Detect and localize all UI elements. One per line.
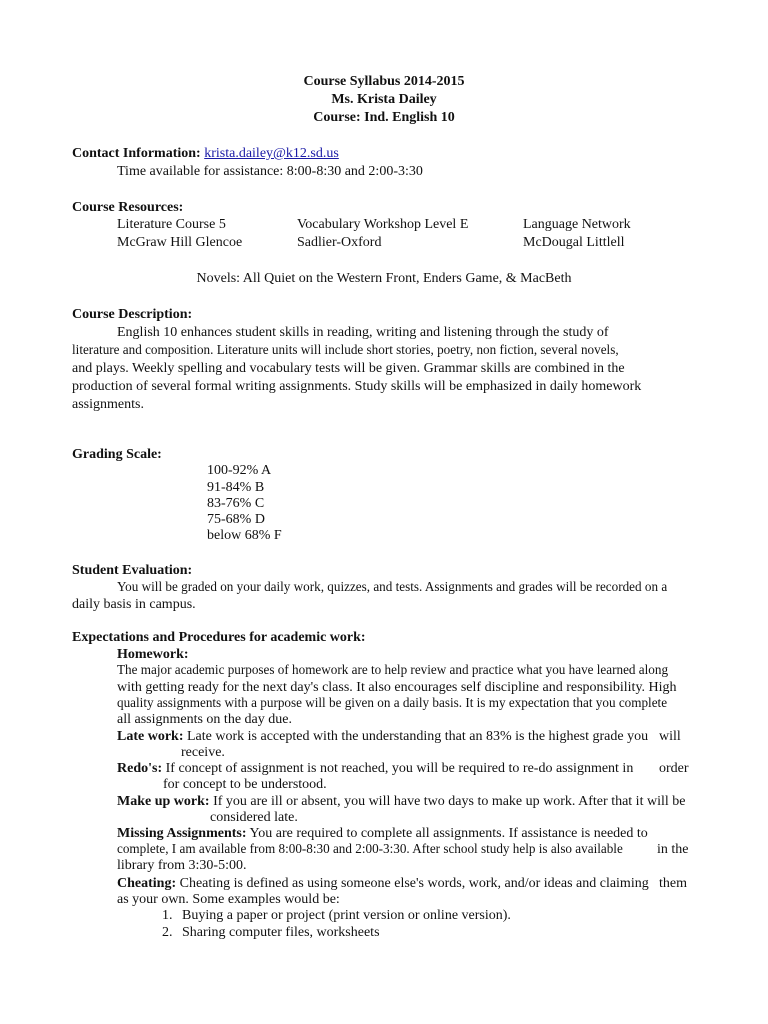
- evaluation-line: daily basis in campus.: [72, 597, 196, 612]
- grade-scale-item: 91-84% B: [207, 480, 265, 495]
- description-line: English 10 enhances student skills in reading, writing and listening through the study of: [117, 325, 609, 340]
- cheating-tail: them: [659, 876, 687, 891]
- list-number: 2.: [162, 925, 173, 940]
- assistance-hours: Time available for assistance: 8:00-8:30 and 2:00-3:30: [117, 164, 423, 179]
- novels-line: Novels: All Quiet on the Western Front, Enders Game, & MacBeth: [196, 271, 572, 286]
- contact-heading: Contact Information:: [72, 146, 201, 161]
- resource-publisher: McGraw Hill Glencoe: [117, 235, 243, 250]
- make-up-label: Make up work:: [117, 794, 210, 809]
- missing-continuation: library from 3:30-5:00.: [117, 858, 247, 873]
- list-text: Buying a paper or project (print version or online version).: [182, 908, 511, 923]
- homework-line: all assignments on the day due.: [117, 712, 292, 727]
- list-item: [162, 907, 511, 925]
- grading-heading: Grading Scale:: [72, 447, 162, 462]
- resource-publisher: McDougal Littlell: [523, 235, 625, 250]
- description-line: production of several formal writing assignments. Study skills will be emphasized in daily homework: [72, 379, 642, 394]
- description-text: literature and composition. Literature units will include short stories, poetry, non fiction, several novels,: [72, 343, 619, 358]
- contact-line: [72, 145, 339, 163]
- redos-tail: order: [659, 761, 689, 776]
- homework-line: [117, 662, 703, 680]
- list-text: Sharing computer files, worksheets: [182, 925, 380, 940]
- teacher-name: Ms. Krista Dailey: [331, 92, 437, 107]
- list-item: [162, 924, 380, 942]
- evaluation-text: You will be graded on your daily work, quizzes, and tests. Assignments and grades will be recorded on a: [117, 580, 668, 595]
- late-work-text: Late work is accepted with the understanding that an 83% is the highest grade you: [187, 729, 649, 744]
- make-up-text: If you are ill or absent, you will have two days to make up work. After that it will be: [213, 794, 686, 809]
- make-up-line: [117, 793, 685, 811]
- missing-text: complete, I am available from 8:00-8:30 and 2:00-3:30. After school study help is also available: [117, 842, 623, 857]
- late-work-label: Late work:: [117, 729, 184, 744]
- resources-heading: Course Resources:: [72, 200, 184, 215]
- description-heading: Course Description:: [72, 307, 193, 322]
- homework-line: with getting ready for the next day's class. It also encourages self discipline and responsibility. High: [117, 680, 677, 695]
- redos-continuation: for concept to be understood.: [163, 777, 327, 792]
- redos-label: Redo's:: [117, 761, 163, 776]
- cheating-text: Cheating is defined as using someone else's words, work, and/or ideas and claiming: [179, 876, 649, 891]
- resource-title: Vocabulary Workshop Level E: [297, 217, 469, 232]
- list-number: 1.: [162, 908, 173, 923]
- missing-label: Missing Assignments:: [117, 826, 247, 841]
- homework-text: quality assignments with a purpose will be given on a daily basis. It is my expectation that you complete: [117, 696, 668, 711]
- evaluation-line: [117, 579, 702, 597]
- description-line: assignments.: [72, 397, 144, 412]
- grade-scale-item: below 68% F: [207, 528, 282, 543]
- redos-text: If concept of assignment is not reached, you will be required to re-do assignment in: [165, 761, 634, 776]
- make-up-continuation: considered late.: [210, 810, 298, 825]
- email-link[interactable]: krista.dailey@k12.sd.us: [204, 146, 339, 161]
- homework-heading: Homework:: [117, 647, 189, 662]
- description-line: and plays. Weekly spelling and vocabulary tests will be given. Grammar skills are combined in the: [72, 361, 625, 376]
- resource-publisher: Sadlier-Oxford: [297, 235, 382, 250]
- missing-text: You are required to complete all assignments. If assistance is needed to: [249, 826, 648, 841]
- grade-scale-item: 100-92% A: [207, 463, 272, 478]
- homework-text: The major academic purposes of homework are to help review and practice what you have learned along: [117, 663, 669, 678]
- resource-title: Language Network: [523, 217, 631, 232]
- cheating-label: Cheating:: [117, 876, 177, 891]
- document-title: Course Syllabus 2014-2015: [303, 74, 465, 89]
- missing-tail: in the: [657, 842, 689, 857]
- late-work-tail: will: [659, 729, 681, 744]
- evaluation-heading: Student Evaluation:: [72, 563, 193, 578]
- late-work-continuation: receive.: [181, 745, 225, 760]
- grade-scale-item: 83-76% C: [207, 496, 265, 511]
- grade-scale-item: 75-68% D: [207, 512, 265, 527]
- cheating-continuation: as your own. Some examples would be:: [117, 892, 340, 907]
- course-name: Course: Ind. English 10: [313, 110, 455, 125]
- expectations-heading: Expectations and Procedures for academic work:: [72, 630, 366, 645]
- resource-title: Literature Course 5: [117, 217, 226, 232]
- description-line: [72, 342, 654, 360]
